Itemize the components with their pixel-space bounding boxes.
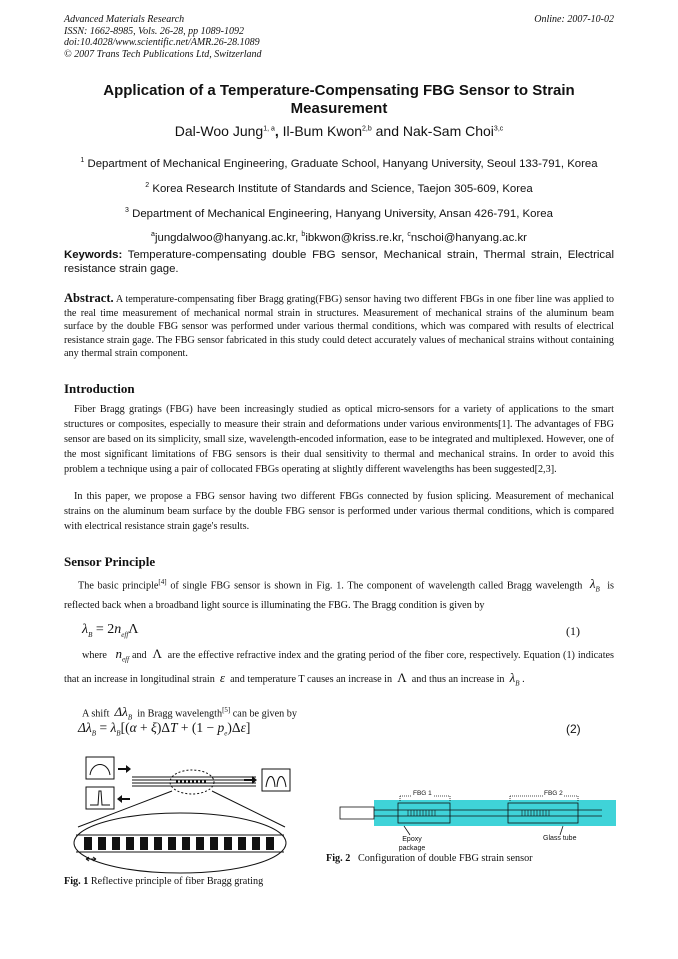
emails <box>40 224 638 249</box>
author-3: and Nak-Sam Choi <box>371 123 494 139</box>
notch-spectrum-curve <box>266 777 286 788</box>
ref-4: [4] <box>158 578 167 586</box>
affiliation-2-text: Korea Research Institute of Standards and Science, Taejon 305-609, Korea <box>149 182 533 195</box>
abstract <box>64 292 614 361</box>
doi: doi:10.4028/www.scientific.net/AMR.26-28.1089 <box>64 37 260 48</box>
affiliation-1 <box>40 150 638 175</box>
email-c-sup: c <box>407 231 411 239</box>
author-2: Il-Bum Kwon <box>278 123 363 139</box>
sensor-heading: Sensor Principle <box>64 554 156 569</box>
authors <box>40 123 638 139</box>
email-c: nschoi@hanyang.ac.kr <box>410 232 527 245</box>
journal-name: Advanced Materials Research <box>64 14 185 25</box>
issn: ISSN: 1662-8985, Vols. 26-28, pp 1089-1092 <box>64 25 244 37</box>
sensor-paragraph-1 <box>64 575 614 613</box>
intro-heading: Introduction <box>64 381 135 396</box>
symbol-n-eff: $n_{eff}$ <box>115 646 130 664</box>
sensor-p3-c: can be given by <box>230 708 297 720</box>
affiliation-2 <box>40 175 638 200</box>
author-sep: , <box>274 123 279 139</box>
sensor-p1-a: The basic principle <box>78 580 159 592</box>
sensor-p1-c: is reflected back when a broadband light source is illuminating the FBG. The Bragg condition is given by <box>64 580 614 611</box>
email-a-sup: a <box>151 231 155 239</box>
sensor-p3-b: in Bragg wavelength <box>137 708 223 720</box>
author-1: Dal-Woo Jung <box>174 123 264 139</box>
symbol-lambda-b: $\lambda_B$ <box>589 576 600 594</box>
ref-5: [5] <box>222 706 231 714</box>
sensor-paragraph-2: where $n_{eff}$ and Λ are the effective refractive index and the grating period of the fiber core, respectively. Equation (1) indicates that an increase in longitudinal strain ε and temperature T causes an increase in Λ and thus an increase in $\lambda_B$ . <box>64 646 615 688</box>
email-a: jungdalwoo@hanyang.ac.kr, <box>154 232 302 245</box>
sensor-p1-b: of single FBG sensor is shown in Fig. 1. The component of wavelength called Bragg wavelength <box>166 580 583 592</box>
email-b-sup: b <box>301 231 306 239</box>
sensor-p2-b: and <box>131 650 147 661</box>
affiliation-1-sup: 1 <box>80 157 85 164</box>
abstract-text: A temperature-compensating fiber Bragg grating(FBG) sensor having two different FBGs in one fiber line was applied to the real time measurement of mechanical normal strain in structures. Measurement of mechanical strains of the aluminum beam surface by the double FBG sensor was performed under various thermal conditions, which was compared with results of electrical resistance strain gage. The FBG sensor fabricated in this study could detect accurately values of mechanical strains without containing any thermal strain component. <box>64 294 614 360</box>
paper-title <box>60 82 618 118</box>
equation-1: $\lambda_B = 2n_{eff}\Lambda$ <box>82 622 139 639</box>
reflected-peak-curve <box>90 791 110 805</box>
author-1-sup: 1, a <box>263 125 275 133</box>
broadband-spectrum-box <box>86 757 114 779</box>
sensor-p2-d: and temperature T causes an increase in <box>230 673 393 685</box>
figure-2-caption-text: Configuration of double FBG strain sensor <box>350 853 533 864</box>
symbol-Lambda: Λ <box>152 646 162 661</box>
abstract-label: Abstract. <box>64 291 114 305</box>
journal-header <box>64 14 262 60</box>
equation-2: $\Delta\lambda_B = \lambda_B[(\alpha + \xi)\Delta T + (1 - p_e)\Delta\varepsilon]$ <box>78 720 251 738</box>
affiliation-3-text: Department of Mechanical Engineering, Hanyang University, Ansan 426-791, Korea <box>128 207 553 220</box>
keywords <box>64 248 614 276</box>
symbol-Lambda-2: Λ <box>397 669 407 685</box>
symbol-delta-lambda: $\Delta\lambda_B$ <box>114 704 133 722</box>
output-spectrum-box <box>262 769 290 791</box>
affiliation-3 <box>40 200 638 225</box>
transmitted-spectrum-box <box>86 787 114 809</box>
affiliation-3-sup: 3 <box>125 206 129 214</box>
glass-tube <box>374 800 616 826</box>
epoxy-package-label: Epoxy package <box>398 836 426 852</box>
figure-1-diagram <box>60 755 300 877</box>
title-line-1: Application of a Temperature-Compensating FBG Sensor to Strain <box>103 82 575 99</box>
email-b: ibkwon@kriss.re.kr, <box>305 232 408 245</box>
affiliation-2-sup: 2 <box>145 181 150 189</box>
symbol-lambda-b-2: $\lambda_B$ <box>509 669 520 688</box>
keywords-text: Temperature-compensating double FBG sensor, Mechanical strain, Thermal strain, Electrical resistance strain gage. <box>64 249 614 275</box>
affiliations <box>40 150 638 249</box>
glass-tube-label: Glass tube <box>543 835 577 842</box>
symbol-epsilon: ε <box>219 669 226 685</box>
figure-1-label: Fig. 1 <box>64 876 89 887</box>
author-2-sup: 2,b <box>362 125 372 133</box>
figure-1-caption <box>64 876 263 887</box>
online-date: Online: 2007-10-02 <box>534 14 614 25</box>
figure-2-caption <box>326 853 533 864</box>
intro-paragraph-2: In this paper, we propose a FBG sensor having two different FBGs connected by fusion splicing. Measurement of mechanical strains on the aluminum beam surface by the double FBG sensor is performed under various thermal conditions, which is compared with electrical resistance strain gage's results. <box>64 491 614 532</box>
copyright: © 2007 Trans Tech Publications Ltd, Switzerland <box>64 48 262 60</box>
keywords-label: Keywords: <box>64 249 123 261</box>
sensor-p2-a: where <box>82 650 107 661</box>
affiliation-1-text: Department of Mechanical Engineering, Graduate School, Hanyang University, Seoul 133-791, Korea <box>84 157 598 170</box>
fbg-1-label: FBG 1 <box>413 790 432 797</box>
broadband-spectrum-curve <box>90 765 110 776</box>
sensor-p2-e: and thus an increase in <box>411 673 505 685</box>
equation-1-number: (1) <box>566 624 580 638</box>
intro-paragraph-1: Fiber Bragg gratings (FBG) have been increasingly studied as optical micro-sensors for a variety of applications to the smart structures or composites, especially to measure their strain and deformations under various environments[1]. The advantages of FBG sensor are based on its simplicity, small size, wavelength-encoded information, ease to be integrated and multiplexed. However, one of the most significant limitations of FBG sensors is their dual sensitivity to thermal and mechanical strains. In order to avoid this problem a technique using a pair of collocated FBGs operating at slightly different wavelengths has been suggested[2,3]. <box>64 404 614 475</box>
sensor-p3-a: A shift <box>82 708 110 720</box>
author-3-sup: 3,c <box>493 125 504 133</box>
equation-2-number: (2) <box>566 722 581 736</box>
sensor-p2-c: are the effective refractive index and the grating period of the fiber core, respectively. Equation (1) indicates that an increase in longitudinal strain <box>64 650 615 685</box>
title-line-2: Measurement <box>290 100 388 117</box>
fbg-2-label: FBG 2 <box>544 790 563 797</box>
figure-1-caption-text: Reflective principle of fiber Bragg grating <box>88 876 264 887</box>
figure-2-label: Fig. 2 <box>326 853 351 864</box>
